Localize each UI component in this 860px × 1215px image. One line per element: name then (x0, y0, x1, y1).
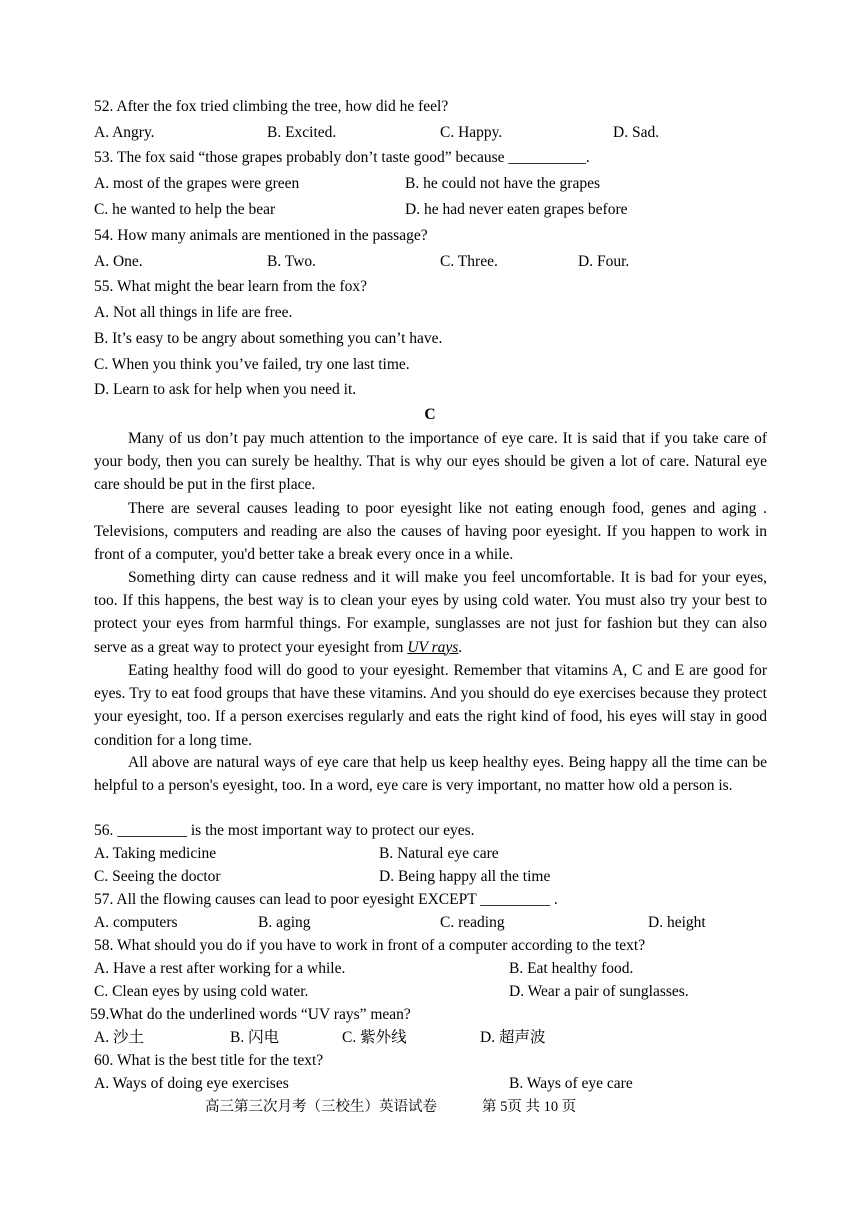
option-52-d: D. Sad. (613, 124, 660, 141)
question-54: 54. How many animals are mentioned in the passage? (94, 227, 428, 244)
option-56-d: D. Being happy all the time (379, 868, 551, 885)
question-53: 53. The fox said “those grapes probably don’t taste good” because __________. (94, 149, 590, 166)
option-58-b: B. Eat healthy food. (509, 960, 634, 977)
passage-paragraph-2: There are several causes leading to poor eyesight like not eating enough food, genes and aging . Televisions, computers and reading are also the causes of having poor eyesight. If you happen to work in front of a computer, you'd better take a break every once in a while. (94, 500, 767, 564)
option-60-a: A. Ways of doing eye exercises (94, 1075, 289, 1092)
question-59: 59.What do the underlined words “UV rays” mean? (90, 1006, 411, 1023)
question-52: 52. After the fox tried climbing the tree, how did he feel? (94, 98, 449, 115)
option-56-c: C. Seeing the doctor (94, 868, 221, 885)
option-57-a: A. computers (94, 914, 178, 931)
option-52-a: A. Angry. (94, 124, 155, 141)
option-60-b: B. Ways of eye care (509, 1075, 633, 1092)
option-55-a: A. Not all things in life are free. (94, 304, 293, 321)
option-56-b: B. Natural eye care (379, 845, 499, 862)
option-58-c: C. Clean eyes by using cold water. (94, 983, 309, 1000)
underlined-uv-rays: UV rays (407, 638, 459, 656)
footer-title: 高三第三次月考（三校生）英语试卷 (205, 1099, 437, 1115)
option-54-d: D. Four. (578, 253, 630, 270)
question-57: 57. All the flowing causes can lead to poor eyesight EXCEPT _________ . (94, 891, 558, 908)
option-54-a: A. One. (94, 253, 143, 270)
option-53-d: D. he had never eaten grapes before (405, 201, 628, 218)
passage-paragraph-1: Many of us don’t pay much attention to the importance of eye care. It is said that if you take care of your body, then you can surely be healthy. That is why our eyes should be given a lot of care. Natural eye care should be put in the first place. (94, 430, 767, 494)
section-heading: C (424, 406, 436, 423)
option-53-b: B. he could not have the grapes (405, 175, 600, 192)
option-54-c: C. Three. (440, 253, 498, 270)
question-58: 58. What should you do if you have to work in front of a computer according to the text? (94, 937, 646, 954)
question-60: 60. What is the best title for the text? (94, 1052, 324, 1069)
option-56-a: A. Taking medicine (94, 845, 217, 862)
option-57-b: B. aging (258, 914, 311, 931)
option-59-a: A. 沙土 (94, 1029, 144, 1046)
option-52-c: C. Happy. (440, 124, 503, 141)
option-59-c: C. 紫外线 (342, 1029, 407, 1046)
question-55: 55. What might the bear learn from the fox? (94, 278, 368, 295)
footer-page-number: 第 5页 共 10 页 (482, 1099, 577, 1115)
option-52-b: B. Excited. (267, 124, 337, 141)
passage-paragraph-5: All above are natural ways of eye care that help us keep healthy eyes. Being happy all the time can be helpful to a person's eyesight, too. In a word, eye care is very important, no matter how old a person is. (94, 754, 767, 795)
option-53-a: A. most of the grapes were green (94, 175, 300, 192)
option-57-c: C. reading (440, 914, 505, 931)
option-55-b: B. It’s easy to be angry about something you can’t have. (94, 330, 443, 347)
question-56: 56. _________ is the most important way to protect our eyes. (94, 822, 475, 839)
option-53-c: C. he wanted to help the bear (94, 201, 276, 218)
option-59-b: B. 闪电 (230, 1029, 280, 1046)
option-58-a: A. Have a rest after working for a while. (94, 960, 346, 977)
option-55-d: D. Learn to ask for help when you need it. (94, 381, 357, 398)
passage-paragraph-4: Eating healthy food will do good to your eyesight. Remember that vitamins A, C and E are good for eyes. Try to eat food groups that have these vitamins. And you should do eye exercises because they protect your eyesight, too. If a person exercises regularly and eats the right kind of food, his eyes will stay in good condition for a long time. (94, 662, 767, 749)
option-57-d: D. height (648, 914, 706, 931)
option-58-d: D. Wear a pair of sunglasses. (509, 983, 689, 1000)
option-55-c: C. When you think you’ve failed, try one last time. (94, 356, 410, 373)
passage-paragraph-3: Something dirty can cause redness and it will make you feel uncomfortable. It is bad for your eyes, too. If this happens, the best way is to clean your eyes by using cold water. You must also try your best to protect your eyes from harmful things. For example, sunglasses are not just for fashion but they can also serve as a great way to protect your eyesight from UV rays. (94, 569, 767, 656)
option-59-d: D. 超声波 (480, 1029, 546, 1046)
option-54-b: B. Two. (267, 253, 317, 270)
